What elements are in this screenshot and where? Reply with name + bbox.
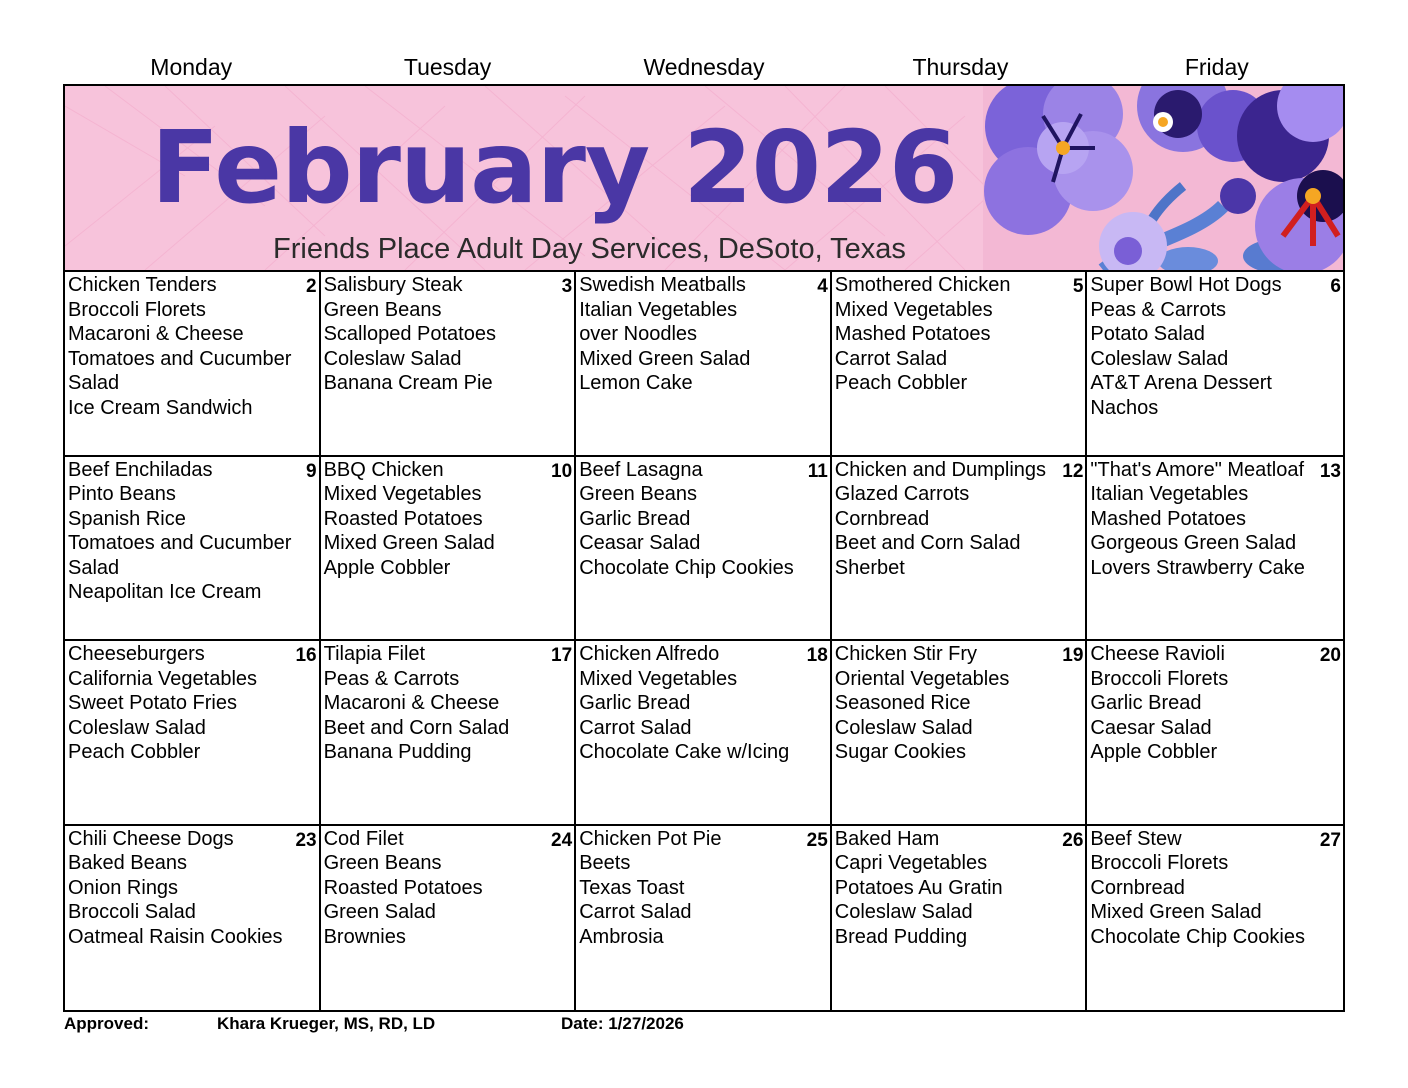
menu-item: Baked Beans	[68, 852, 187, 875]
day-cell	[832, 272, 1088, 457]
menu-item-list	[835, 273, 1083, 396]
day-cell	[832, 641, 1088, 826]
menu-item: Cornbread	[834, 507, 930, 530]
menu-item: Potato Salad	[1090, 323, 1205, 346]
day-number: 23	[295, 829, 317, 851]
menu-item: Tomatoes and Cucumber	[68, 347, 292, 370]
menu-item-list	[1090, 827, 1340, 950]
banner-title: February 2026	[151, 109, 958, 226]
weekday-header: Wednesday	[643, 54, 765, 80]
menu-item-list	[324, 458, 572, 581]
weekday-header: Monday	[150, 54, 233, 80]
menu-item: Macaroni & Cheese	[323, 692, 500, 715]
menu-item: Mashed Potatoes	[1090, 507, 1247, 530]
menu-item: Chicken Tenders	[68, 274, 217, 296]
weekday-header-row	[63, 52, 1345, 82]
menu-item: Cheese Ravioli	[1090, 643, 1225, 665]
menu-item: Carrot Salad	[579, 901, 692, 924]
menu-item: Chicken Stir Fry	[834, 643, 978, 665]
day-number: 13	[1319, 460, 1341, 482]
day-cell	[576, 641, 832, 826]
menu-item: Coleslaw Salad	[834, 901, 973, 924]
menu-item: Apple Cobbler	[1090, 741, 1218, 764]
menu-item: Garlic Bread	[579, 507, 691, 530]
menu-item: Lemon Cake	[579, 372, 693, 395]
menu-item-list	[68, 273, 316, 421]
menu-item: Gorgeous Green Salad	[1090, 532, 1297, 555]
menu-item: Scalloped Potatoes	[323, 323, 496, 346]
menu-item: Banana Cream Pie	[323, 372, 493, 395]
menu-item: Beef Stew	[1090, 827, 1182, 850]
menu-item: Peach Cobbler	[68, 741, 201, 764]
day-cell	[832, 826, 1088, 1011]
menu-item: Ice Cream Sandwich	[68, 396, 253, 419]
menu-item: Sweet Potato Fries	[68, 692, 237, 715]
menu-item: Beets	[579, 852, 631, 875]
menu-item-list	[68, 827, 316, 950]
menu-item: Bread Pudding	[834, 925, 968, 948]
menu-item: Garlic Bread	[1090, 692, 1202, 715]
menu-item: Seasoned Rice	[834, 692, 971, 715]
menu-item: Coleslaw Salad	[323, 347, 462, 370]
day-number: 11	[807, 460, 828, 482]
menu-item-list	[835, 458, 1083, 581]
menu-item: Chocolate Chip Cookies	[1090, 925, 1305, 948]
day-number: 17	[551, 645, 573, 666]
month-banner	[65, 86, 1343, 272]
day-cell	[1087, 457, 1343, 642]
menu-item: Beef Lasagna	[579, 458, 703, 481]
menu-item-list	[324, 273, 572, 396]
menu-item: Swedish Meatballs	[579, 274, 746, 296]
menu-item: Banana Pudding	[323, 741, 472, 764]
approved-label: Approved:	[64, 1014, 149, 1033]
menu-item: Beet and Corn Salad	[834, 532, 1021, 555]
menu-item: Chicken and Dumplings	[834, 458, 1047, 481]
menu-item: Green Beans	[323, 298, 442, 321]
day-number: 12	[1062, 460, 1084, 482]
menu-item: Italian Vegetables	[1090, 483, 1249, 506]
menu-item: Green Salad	[323, 901, 436, 924]
menu-item: "That's Amore" Meatloaf	[1090, 458, 1305, 481]
menu-item: Lovers Strawberry Cake	[1090, 556, 1305, 579]
menu-item: Mixed Green Salad	[579, 347, 751, 370]
day-number: 20	[1319, 645, 1341, 666]
menu-item: Broccoli Salad	[68, 901, 196, 924]
menu-item: Potatoes Au Gratin	[834, 876, 1003, 899]
menu-item: Caesar Salad	[1090, 716, 1212, 739]
menu-item: Chili Cheese Dogs	[68, 827, 234, 850]
menu-item: Mixed Green Salad	[1090, 901, 1262, 924]
menu-item: BBQ Chicken	[323, 458, 444, 481]
approval-date: Date: 1/27/2026	[561, 1014, 684, 1033]
day-cell	[321, 457, 577, 642]
menu-item: Texas Toast	[579, 876, 685, 899]
approval-footer	[64, 1013, 1344, 1035]
menu-item: Pinto Beans	[68, 483, 176, 506]
menu-item: Nachos	[1090, 396, 1159, 419]
day-cell	[65, 272, 321, 457]
day-number: 2	[306, 276, 317, 297]
menu-item: Tomatoes and Cucumber	[68, 532, 292, 555]
menu-item: Cod Filet	[323, 827, 404, 850]
day-cell	[576, 457, 832, 642]
menu-item-list	[1090, 458, 1340, 581]
menu-item: California Vegetables	[68, 667, 258, 690]
day-number: 24	[551, 829, 573, 851]
menu-item: Coleslaw Salad	[68, 716, 206, 739]
menu-item: Peas & Carrots	[323, 667, 460, 690]
menu-item: Broccoli Florets	[1090, 852, 1229, 875]
menu-item: Green Beans	[579, 483, 698, 506]
menu-item: Beef Enchiladas	[68, 458, 213, 481]
menu-item: Ambrosia	[579, 925, 664, 948]
menu-item: Brownies	[323, 925, 406, 948]
menu-item: Broccoli Florets	[1090, 667, 1229, 690]
menu-item: Baked Ham	[834, 827, 940, 850]
menu-item-list	[68, 458, 316, 606]
day-number: 3	[561, 276, 573, 297]
day-number: 26	[1062, 829, 1084, 851]
approver-name: Khara Krueger, MS, RD, LD	[217, 1014, 436, 1033]
menu-item: Mixed Green Salad	[323, 532, 495, 555]
weekday-header: Friday	[1184, 54, 1249, 80]
menu-item: Onion Rings	[68, 876, 179, 899]
day-cell	[65, 641, 321, 826]
menu-item: Apple Cobbler	[323, 556, 451, 579]
day-number: 6	[1330, 276, 1341, 297]
menu-grid	[65, 272, 1343, 1010]
day-number: 19	[1062, 645, 1084, 666]
day-number: 27	[1319, 829, 1341, 851]
menu-item: Roasted Potatoes	[323, 507, 483, 530]
menu-item-list	[579, 458, 827, 581]
day-cell	[321, 641, 577, 826]
menu-item: Macaroni & Cheese	[68, 323, 244, 346]
day-number: 9	[306, 460, 317, 482]
menu-item: Salad	[68, 556, 120, 579]
menu-item: Peas & Carrots	[1090, 298, 1226, 321]
day-number: 16	[295, 645, 317, 666]
day-cell	[576, 826, 832, 1011]
menu-item: Mixed Vegetables	[323, 483, 482, 506]
menu-item-list	[835, 642, 1083, 765]
menu-item: Coleslaw Salad	[1090, 347, 1229, 370]
menu-item: Chocolate Cake w/Icing	[579, 741, 790, 764]
day-cell	[65, 457, 321, 642]
menu-item: Cheeseburgers	[68, 643, 205, 665]
menu-item-list	[835, 827, 1083, 950]
menu-item: Oriental Vegetables	[834, 667, 1010, 690]
menu-item: Oatmeal Raisin Cookies	[68, 925, 283, 948]
menu-item: over Noodles	[579, 323, 698, 346]
menu-item: Neapolitan Ice Cream	[68, 581, 262, 604]
menu-item: Coleslaw Salad	[834, 716, 973, 739]
menu-item: Ceasar Salad	[579, 532, 701, 555]
menu-item: Capri Vegetables	[834, 852, 988, 875]
menu-item: Glazed Carrots	[834, 483, 970, 506]
menu-item-list	[579, 642, 827, 765]
pansy-flowers-icon	[983, 86, 1343, 270]
menu-item: Tilapia Filet	[323, 643, 426, 665]
menu-item: Mashed Potatoes	[834, 323, 991, 346]
weekday-header: Tuesday	[403, 54, 492, 80]
menu-item: Chicken Alfredo	[579, 643, 720, 665]
day-cell	[1087, 641, 1343, 826]
day-cell	[832, 457, 1088, 642]
day-number: 4	[817, 276, 828, 297]
day-cell	[321, 272, 577, 457]
menu-item: Broccoli Florets	[68, 298, 206, 321]
menu-item: Carrot Salad	[834, 347, 948, 370]
menu-item: Sugar Cookies	[834, 741, 966, 764]
banner-subtitle: Friends Place Adult Day Services, DeSoto, Texas	[273, 233, 906, 265]
menu-item-list	[579, 273, 827, 396]
day-number: 5	[1072, 276, 1084, 297]
menu-item: Mixed Vegetables	[579, 667, 738, 690]
menu-item: Roasted Potatoes	[323, 876, 483, 899]
menu-item: Carrot Salad	[579, 716, 692, 739]
menu-item: Cornbread	[1090, 876, 1185, 899]
menu-calendar	[63, 84, 1345, 1012]
menu-item: Sherbet	[834, 556, 905, 579]
menu-item-list	[1090, 642, 1340, 765]
menu-item-list	[1090, 273, 1340, 421]
menu-item: Salad	[68, 372, 120, 395]
menu-item: Smothered Chicken	[834, 274, 1011, 296]
day-cell	[1087, 272, 1343, 457]
day-number: 10	[551, 460, 573, 482]
menu-item: Chicken Pot Pie	[579, 827, 722, 850]
weekday-header: Thursday	[912, 54, 1009, 80]
menu-item: Green Beans	[323, 852, 442, 875]
menu-item-list	[324, 827, 572, 950]
menu-item: Italian Vegetables	[579, 298, 738, 321]
menu-item: Garlic Bread	[579, 692, 691, 715]
menu-item: Mixed Vegetables	[834, 298, 993, 321]
menu-item: Salisbury Steak	[323, 274, 463, 296]
day-cell	[1087, 826, 1343, 1011]
menu-item: Spanish Rice	[68, 507, 186, 530]
menu-item-list	[68, 642, 316, 765]
menu-item-list	[324, 642, 572, 765]
day-number: 18	[806, 645, 828, 666]
day-cell	[321, 826, 577, 1011]
menu-item-list	[579, 827, 827, 950]
menu-item: Chocolate Chip Cookies	[579, 556, 794, 579]
menu-item: AT&T Arena Dessert	[1090, 372, 1272, 395]
menu-item: Peach Cobbler	[834, 372, 968, 395]
menu-item: Beet and Corn Salad	[323, 716, 510, 739]
day-number: 25	[806, 829, 828, 851]
day-cell	[576, 272, 832, 457]
menu-item: Super Bowl Hot Dogs	[1090, 274, 1282, 296]
day-cell	[65, 826, 321, 1011]
